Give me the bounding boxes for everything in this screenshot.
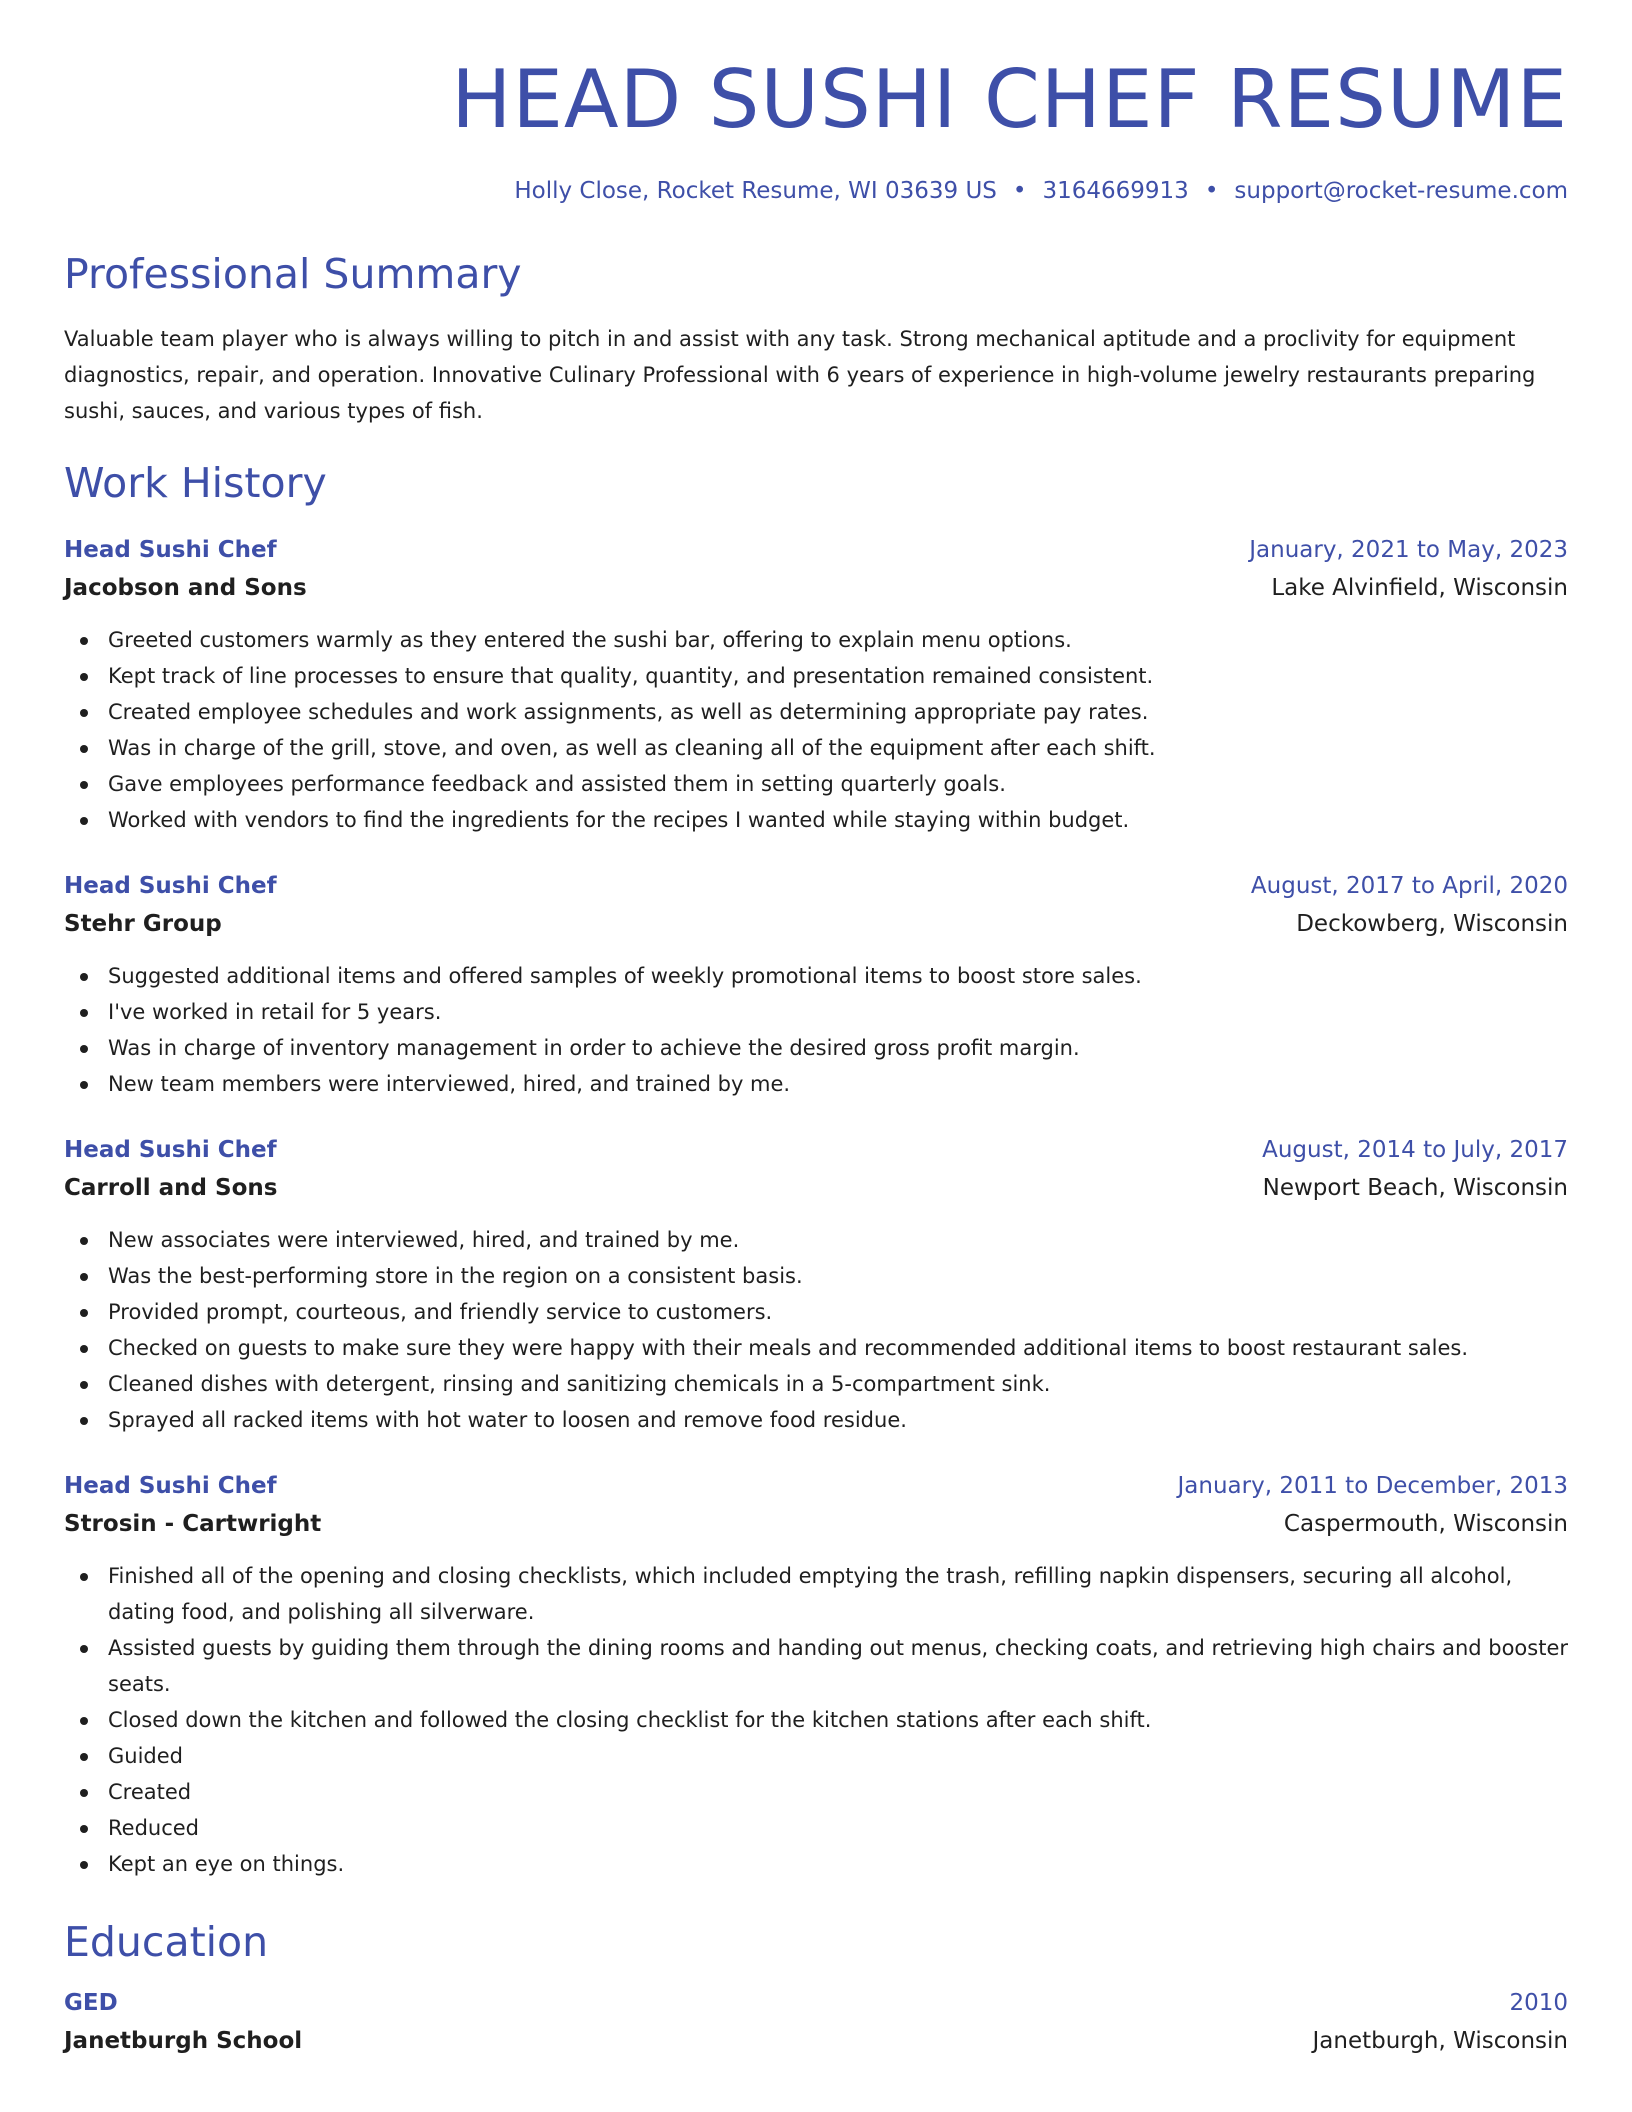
resume-page xyxy=(64,0,1568,2061)
job-bullet: Was in charge of inventory management in order to achieve the desired gross profit margin. xyxy=(64,1030,1568,1066)
job-bullet: Kept track of line processes to ensure that quality, quantity, and presentation remained consistent. xyxy=(64,658,1568,694)
section-title-education: Education xyxy=(64,1918,269,1967)
job-bullet: Closed down the kitchen and followed the closing checklist for the kitchen stations after each shift. xyxy=(64,1702,1568,1738)
job-entry xyxy=(64,532,1568,838)
job-bullet: Was the best-performing store in the region on a consistent basis. xyxy=(64,1258,1568,1294)
job-location: Lake Alvinfield, Wisconsin xyxy=(1271,575,1568,602)
job-bullet: New team members were interviewed, hired, and trained by me. xyxy=(64,1066,1568,1102)
job-dates: August, 2017 to April, 2020 xyxy=(1250,873,1568,900)
job-title: Head Sushi Chef xyxy=(64,1137,277,1164)
contact-phone: 3164669913 xyxy=(1042,178,1189,204)
education-school: Janetburgh School xyxy=(64,2028,303,2055)
job-location: Caspermouth, Wisconsin xyxy=(1283,1511,1568,1538)
education-year: 2010 xyxy=(1509,1990,1568,2017)
job-entry xyxy=(64,1468,1568,1882)
job-bullet: Created xyxy=(64,1774,1568,1810)
job-company: Strosin - Cartwright xyxy=(64,1511,322,1538)
job-location: Deckowberg, Wisconsin xyxy=(1296,911,1568,938)
job-bullet: I've worked in retail for 5 years. xyxy=(64,994,1568,1030)
job-bullet-list xyxy=(64,1558,1568,1882)
resume-title: HEAD SUSHI CHEF RESUME xyxy=(451,53,1568,146)
job-bullet: Sprayed all racked items with hot water to loosen and remove food residue. xyxy=(64,1402,1568,1438)
job-bullet: Cleaned dishes with detergent, rinsing and sanitizing chemicals in a 5-compartment sink. xyxy=(64,1366,1568,1402)
job-bullet: Provided prompt, courteous, and friendly service to customers. xyxy=(64,1294,1568,1330)
job-bullet-list xyxy=(64,1222,1568,1438)
contact-separator: • xyxy=(1204,178,1219,204)
job-bullet: New associates were interviewed, hired, and trained by me. xyxy=(64,1222,1568,1258)
job-bullet: Was in charge of the grill, stove, and oven, as well as cleaning all of the equipment after each shift. xyxy=(64,730,1568,766)
job-dates: August, 2014 to July, 2017 xyxy=(1262,1137,1568,1164)
job-bullet: Checked on guests to make sure they were happy with their meals and recommended additional items to boost restaurant sales. xyxy=(64,1330,1568,1366)
job-bullet: Worked with vendors to find the ingredients for the recipes I wanted while staying within budget. xyxy=(64,802,1568,838)
job-title: Head Sushi Chef xyxy=(64,873,277,900)
job-bullet: Finished all of the opening and closing checklists, which included emptying the trash, refilling napkin dispensers, securing all alcohol, dating food, and polishing all silverware. xyxy=(64,1558,1568,1630)
job-entry xyxy=(64,1132,1568,1438)
education-location: Janetburgh, Wisconsin xyxy=(1312,2028,1568,2055)
job-title: Head Sushi Chef xyxy=(64,1473,277,1500)
summary-text: Valuable team player who is always willing to pitch in and assist with any task. Strong mechanical aptitude and a proclivity for equipment diagnostics, repair, and operation. Innovative Culinary Professional with 6 years of experience in high-volume jewelry restaurants preparing sushi, sauces, and various types of fish. xyxy=(64,327,1536,424)
job-company: Carroll and Sons xyxy=(64,1175,278,1202)
job-bullet: Gave employees performance feedback and assisted them in setting quarterly goals. xyxy=(64,766,1568,802)
job-bullet: Reduced xyxy=(64,1810,1568,1846)
job-dates: January, 2021 to May, 2023 xyxy=(1249,537,1568,564)
job-bullet: Suggested additional items and offered samples of weekly promotional items to boost store sales. xyxy=(64,958,1568,994)
job-bullet: Kept an eye on things. xyxy=(64,1846,1568,1882)
job-entry xyxy=(64,868,1568,1102)
work-history-list xyxy=(64,532,1568,1882)
job-bullet: Created employee schedules and work assignments, as well as determining appropriate pay rates. xyxy=(64,694,1568,730)
contact-line xyxy=(64,178,1568,204)
education-degree: GED xyxy=(64,1990,118,2017)
job-bullet-list xyxy=(64,622,1568,838)
contact-email[interactable]: support@rocket-resume.com xyxy=(1234,178,1568,204)
job-bullet: Guided xyxy=(64,1738,1568,1774)
job-dates: January, 2011 to December, 2013 xyxy=(1177,1473,1568,1500)
job-bullet-list xyxy=(64,958,1568,1102)
contact-address: Holly Close, Rocket Resume, WI 03639 US xyxy=(514,178,997,204)
section-title-summary: Professional Summary xyxy=(64,250,522,298)
job-company: Stehr Group xyxy=(64,911,222,938)
job-title: Head Sushi Chef xyxy=(64,537,277,564)
job-bullet: Assisted guests by guiding them through the dining rooms and handing out menus, checking coats, and retrieving high chairs and booster seats. xyxy=(64,1630,1568,1702)
job-company: Jacobson and Sons xyxy=(64,575,307,602)
education-entry xyxy=(64,1985,1568,2061)
job-bullet: Greeted customers warmly as they entered the sushi bar, offering to explain menu options. xyxy=(64,622,1568,658)
job-location: Newport Beach, Wisconsin xyxy=(1262,1175,1568,1202)
section-title-work-history: Work History xyxy=(64,459,327,508)
contact-separator: • xyxy=(1012,178,1027,204)
